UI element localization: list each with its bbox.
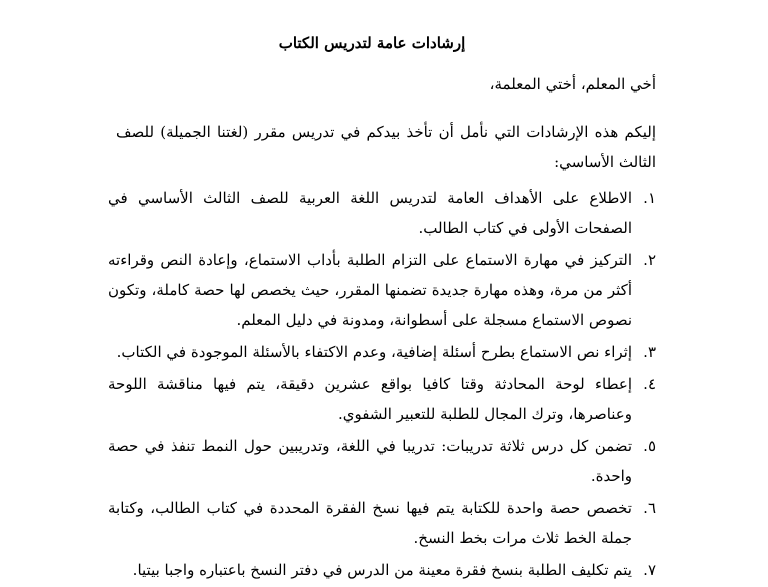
list-item xyxy=(108,431,656,491)
list-item-text: تضمن كل درس ثلاثة تدريبات: تدريبا في اللغة، وتدريبين حول النمط تنفذ في حصة واحدة. xyxy=(108,437,632,485)
list-item-text: إثراء نص الاستماع بطرح أسئلة إضافية، وعدم الاكتفاء بالأسئلة الموجودة في الكتاب. xyxy=(116,343,632,361)
list-item xyxy=(108,369,656,429)
page-title-text: إرشادات عامة لتدريس الكتاب xyxy=(278,34,466,52)
page-title xyxy=(0,34,768,52)
list-item-number: ١. xyxy=(643,189,656,207)
list-item-text: يتم تكليف الطلبة بنسخ فقرة معينة من الدرس في دفتر النسخ باعتباره واجبا بيتيا. xyxy=(132,561,632,579)
list-item-number: ٢. xyxy=(643,251,656,269)
list-item-number: ٧. xyxy=(643,561,656,579)
list-item-text: الاطلاع على الأهداف العامة لتدريس اللغة العربية للصف الثالث الأساسي في الصفحات الأولى في كتاب الطالب. xyxy=(108,189,632,237)
list-item-number: ٤. xyxy=(643,375,656,393)
list-item-text: التركيز في مهارة الاستماع على التزام الطلبة بأداب الاستماع، وإعادة النص وقراءته أكثر من مرة، وهذه مهارة جديدة تضمنها المقرر، حيث يخصص لها حصة كاملة، وتكون نصوص الاستماع مسجلة على أسطوانة، ومدونة في دليل المعلم. xyxy=(108,251,632,329)
list-item-number: ٣. xyxy=(643,343,656,361)
list-item-number: ٥. xyxy=(643,437,656,455)
list-item xyxy=(108,183,656,243)
guidelines-list xyxy=(108,183,656,587)
intro-paragraph: إليكم هذه الإرشادات التي نأمل أن تأخذ بيدكم في تدريس مقرر (لغتنا الجميلة) للصف الثالث الأساسي: xyxy=(116,123,656,171)
list-item xyxy=(108,337,656,367)
list-item xyxy=(108,555,656,585)
list-item-number: ٦. xyxy=(643,499,656,517)
list-item-text: تخصص حصة واحدة للكتابة يتم فيها نسخ الفقرة المحددة في كتاب الطالب، وكتابة جملة الخط ثلاث مرات بخط النسخ. xyxy=(108,499,632,547)
greeting-text: أخي المعلم، أختي المعلمة، xyxy=(489,75,656,93)
list-item xyxy=(108,245,656,335)
list-item-text: إعطاء لوحة المحادثة وقتا كافيا بواقع عشرين دقيقة، يتم فيها مناقشة اللوحة وعناصرها، وترك المجال للطلبة للتعبير الشفوي. xyxy=(108,375,632,423)
list-item xyxy=(108,493,656,553)
